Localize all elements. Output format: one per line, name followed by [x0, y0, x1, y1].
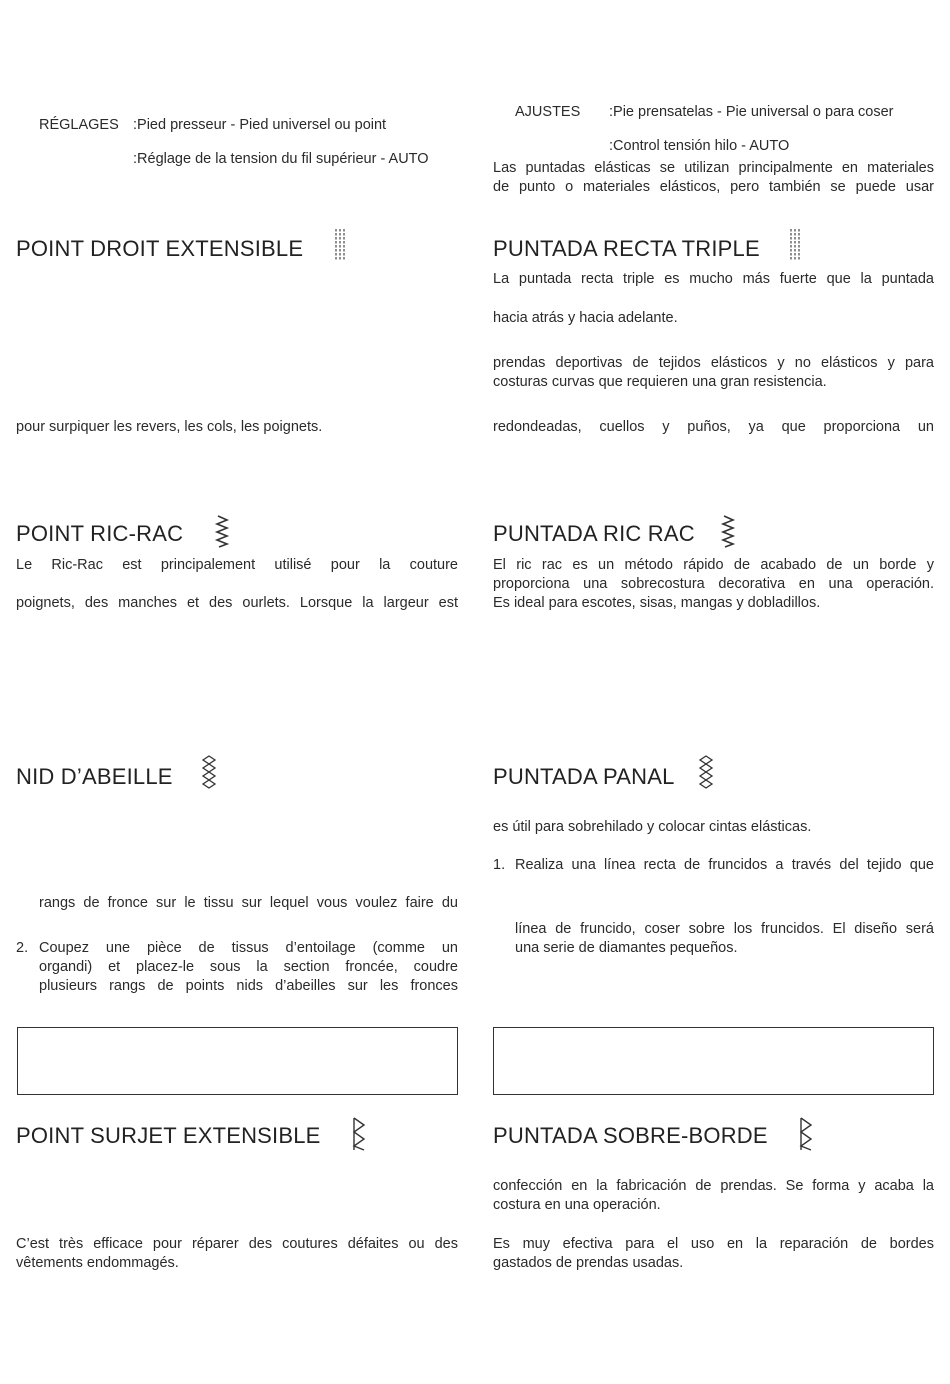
ric-rac-es-text-3: Es ideal para escotes, sisas, mangas y dobladillos. [493, 595, 821, 611]
overlock-es-text-1: confección en la fabricación de prendas. Se forma y acaba la [493, 1178, 934, 1194]
honeycomb-es-item-1-number: 1. [493, 857, 506, 873]
honeycomb-item-2-number: 2. [16, 940, 29, 956]
empty-frame [17, 1027, 458, 1095]
honeycomb-es-item-1-line-2: línea de fruncido, coser sobre los fruncidos. El diseño será [515, 921, 934, 937]
triple-straight-text-4: costuras curvas que requieren una gran resistencia. [493, 374, 827, 390]
section-title-overlock-es: PUNTADA SOBRE-BORDE [493, 1123, 768, 1148]
overlock-stitch-icon [797, 1116, 815, 1152]
ric-rac-stitch-icon [718, 514, 738, 548]
honeycomb-stitch-icon [697, 755, 715, 789]
ajustes-presser-foot: :Pie prensatelas - Pie universal o para coser [609, 104, 894, 120]
overlock-text-2: vêtements endommagés. [16, 1255, 179, 1271]
ajustes-thread-tension: :Control tensión hilo - AUTO [609, 138, 790, 154]
overlock-text-1: C’est très efficace pour réparer des coutures défaites ou des [16, 1236, 458, 1252]
intro-text-1: Las puntadas elásticas se utilizan principalmente en materiales [493, 160, 934, 176]
overlock-es-text-4: gastados de prendas usadas. [493, 1255, 684, 1271]
triple-straight-text-5: redondeadas, cuellos y puños, ya que proporciona un [493, 419, 934, 435]
section-title-stretch-straight: POINT DROIT EXTENSIBLE [16, 236, 304, 261]
ric-rac-stitch-icon [212, 514, 232, 548]
honeycomb-text-1: rangs de fronce sur le tissu sur lequel vous voulez faire du [39, 895, 458, 911]
section-title-ric-rac: POINT RIC-RAC [16, 521, 184, 546]
honeycomb-stitch-icon [200, 755, 218, 789]
empty-frame [493, 1027, 934, 1095]
overlock-es-text-3: Es muy efectiva para el uso en la reparación de bordes [493, 1236, 934, 1252]
section-title-triple-straight: PUNTADA RECTA TRIPLE [493, 236, 760, 261]
triple-straight-stitch-icon [333, 228, 347, 262]
settings-presser-foot: :Pied presseur - Pied universel ou point [133, 117, 387, 133]
honeycomb-item-2-line-3: plusieurs rangs de points nids d’abeilles sur les fronces [39, 978, 458, 994]
triple-straight-text-1: La puntada recta triple es mucho más fuerte que la puntada [493, 271, 934, 287]
ric-rac-es-text-1: El ric rac es un método rápido de acabado de un borde y [493, 557, 934, 573]
section-title-honeycomb-es: PUNTADA PANAL [493, 764, 675, 789]
ric-rac-text-2: poignets, des manches et des ourlets. Lorsque la largeur est [16, 595, 458, 611]
settings-label: RÉGLAGES [39, 117, 119, 133]
triple-straight-text-3: prendas deportivas de tejidos elásticos y no elásticos y para [493, 355, 934, 371]
overlock-stitch-icon [350, 1116, 368, 1152]
triple-straight-text-2: hacia atrás y hacia adelante. [493, 310, 678, 326]
overlock-es-text-2: costura en una operación. [493, 1197, 661, 1213]
honeycomb-es-item-1-line-1: Realiza una línea recta de fruncidos a través del tejido que [515, 857, 934, 873]
honeycomb-es-text-1: es útil para sobrehilado y colocar cintas elásticas. [493, 819, 812, 835]
section-title-ric-rac-es: PUNTADA RIC RAC [493, 521, 695, 546]
triple-straight-stitch-icon [788, 228, 802, 262]
section-title-overlock: POINT SURJET EXTENSIBLE [16, 1123, 321, 1148]
honeycomb-item-2-line-2: organdi) et placez-le sous la section froncée, coudre [39, 959, 458, 975]
intro-text-2: de punto o materiales elásticos, pero también se puede usar [493, 179, 934, 195]
ric-rac-text-1: Le Ric-Rac est principalement utilisé pour la couture [16, 557, 458, 573]
honeycomb-item-2-line-1: Coupez une pièce de tissus d’entoilage (comme un [39, 940, 458, 956]
stretch-straight-text: pour surpiquer les revers, les cols, les poignets. [16, 419, 323, 435]
settings-thread-tension: :Réglage de la tension du fil supérieur - AUTO [133, 151, 429, 167]
ajustes-label: AJUSTES [515, 104, 581, 120]
section-title-honeycomb: NID D’ABEILLE [16, 764, 173, 789]
honeycomb-es-item-1-line-3: una serie de diamantes pequeños. [515, 940, 738, 956]
ric-rac-es-text-2: proporciona una sobrecostura decorativa en una operación. [493, 576, 934, 592]
